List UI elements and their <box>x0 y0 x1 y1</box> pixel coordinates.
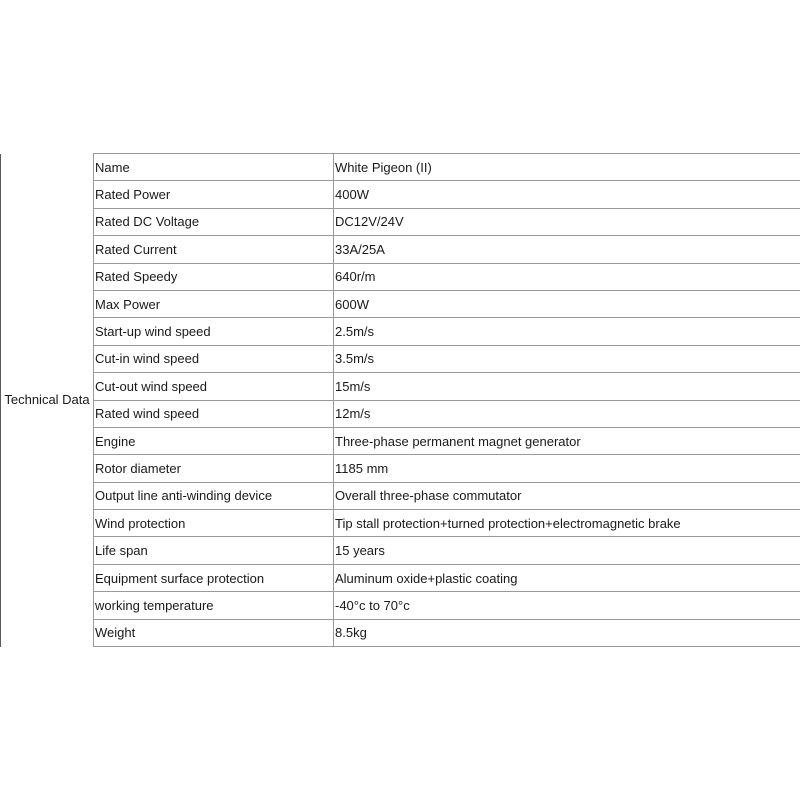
spec-name: Equipment surface protection <box>94 564 334 591</box>
spec-row <box>1 510 800 537</box>
spec-row <box>1 181 800 208</box>
spec-row <box>1 427 800 454</box>
spec-row <box>1 263 800 290</box>
spec-name: Name <box>94 154 334 181</box>
spec-name: Rated Speedy <box>94 263 334 290</box>
spec-row <box>1 345 800 372</box>
spec-name: Cut-in wind speed <box>94 345 334 372</box>
spec-value: 400W <box>334 181 800 208</box>
spec-row <box>1 318 800 345</box>
spec-name: Output line anti-winding device <box>94 482 334 509</box>
spec-value: 2.5m/s <box>334 318 800 345</box>
spec-name: Rated Power <box>94 181 334 208</box>
spec-value: 3.5m/s <box>334 345 800 372</box>
spec-name: Engine <box>94 427 334 454</box>
spec-row <box>1 400 800 427</box>
spec-name: Rotor diameter <box>94 455 334 482</box>
spec-value: Tip stall protection+turned protection+electromagnetic brake <box>334 510 800 537</box>
spec-row <box>1 373 800 400</box>
spec-name: Rated Current <box>94 236 334 263</box>
spec-name: Start-up wind speed <box>94 318 334 345</box>
spec-value: 15 years <box>334 537 800 564</box>
spec-value: 8.5kg <box>334 619 800 646</box>
spec-row <box>1 537 800 564</box>
spec-value: 640r/m <box>334 263 800 290</box>
spec-value: White Pigeon (II) <box>334 154 800 181</box>
spec-name: Weight <box>94 619 334 646</box>
spec-value: Aluminum oxide+plastic coating <box>334 564 800 591</box>
spec-value: -40°c to 70°c <box>334 592 800 619</box>
spec-row <box>1 154 800 181</box>
spec-name: Life span <box>94 537 334 564</box>
technical-data-table <box>0 153 800 647</box>
spec-value: DC12V/24V <box>334 208 800 235</box>
spec-value: 33A/25A <box>334 236 800 263</box>
spec-row <box>1 208 800 235</box>
spec-value: Three-phase permanent magnet generator <box>334 427 800 454</box>
spec-value: 15m/s <box>334 373 800 400</box>
spec-row <box>1 592 800 619</box>
spec-name: Rated wind speed <box>94 400 334 427</box>
spec-name: working temperature <box>94 592 334 619</box>
spec-name: Wind protection <box>94 510 334 537</box>
spec-row <box>1 619 800 646</box>
section-label: Technical Data <box>4 392 90 408</box>
spec-row <box>1 564 800 591</box>
spec-name: Max Power <box>94 290 334 317</box>
spec-row <box>1 482 800 509</box>
spec-value: 1185 mm <box>334 455 800 482</box>
spec-table-body <box>1 154 800 647</box>
spec-value: 600W <box>334 290 800 317</box>
section-label-cell <box>1 154 94 647</box>
spec-row <box>1 236 800 263</box>
spec-name: Cut-out wind speed <box>94 373 334 400</box>
spec-value: 12m/s <box>334 400 800 427</box>
spec-value: Overall three-phase commutator <box>334 482 800 509</box>
spec-row <box>1 290 800 317</box>
spec-row <box>1 455 800 482</box>
spec-name: Rated DC Voltage <box>94 208 334 235</box>
